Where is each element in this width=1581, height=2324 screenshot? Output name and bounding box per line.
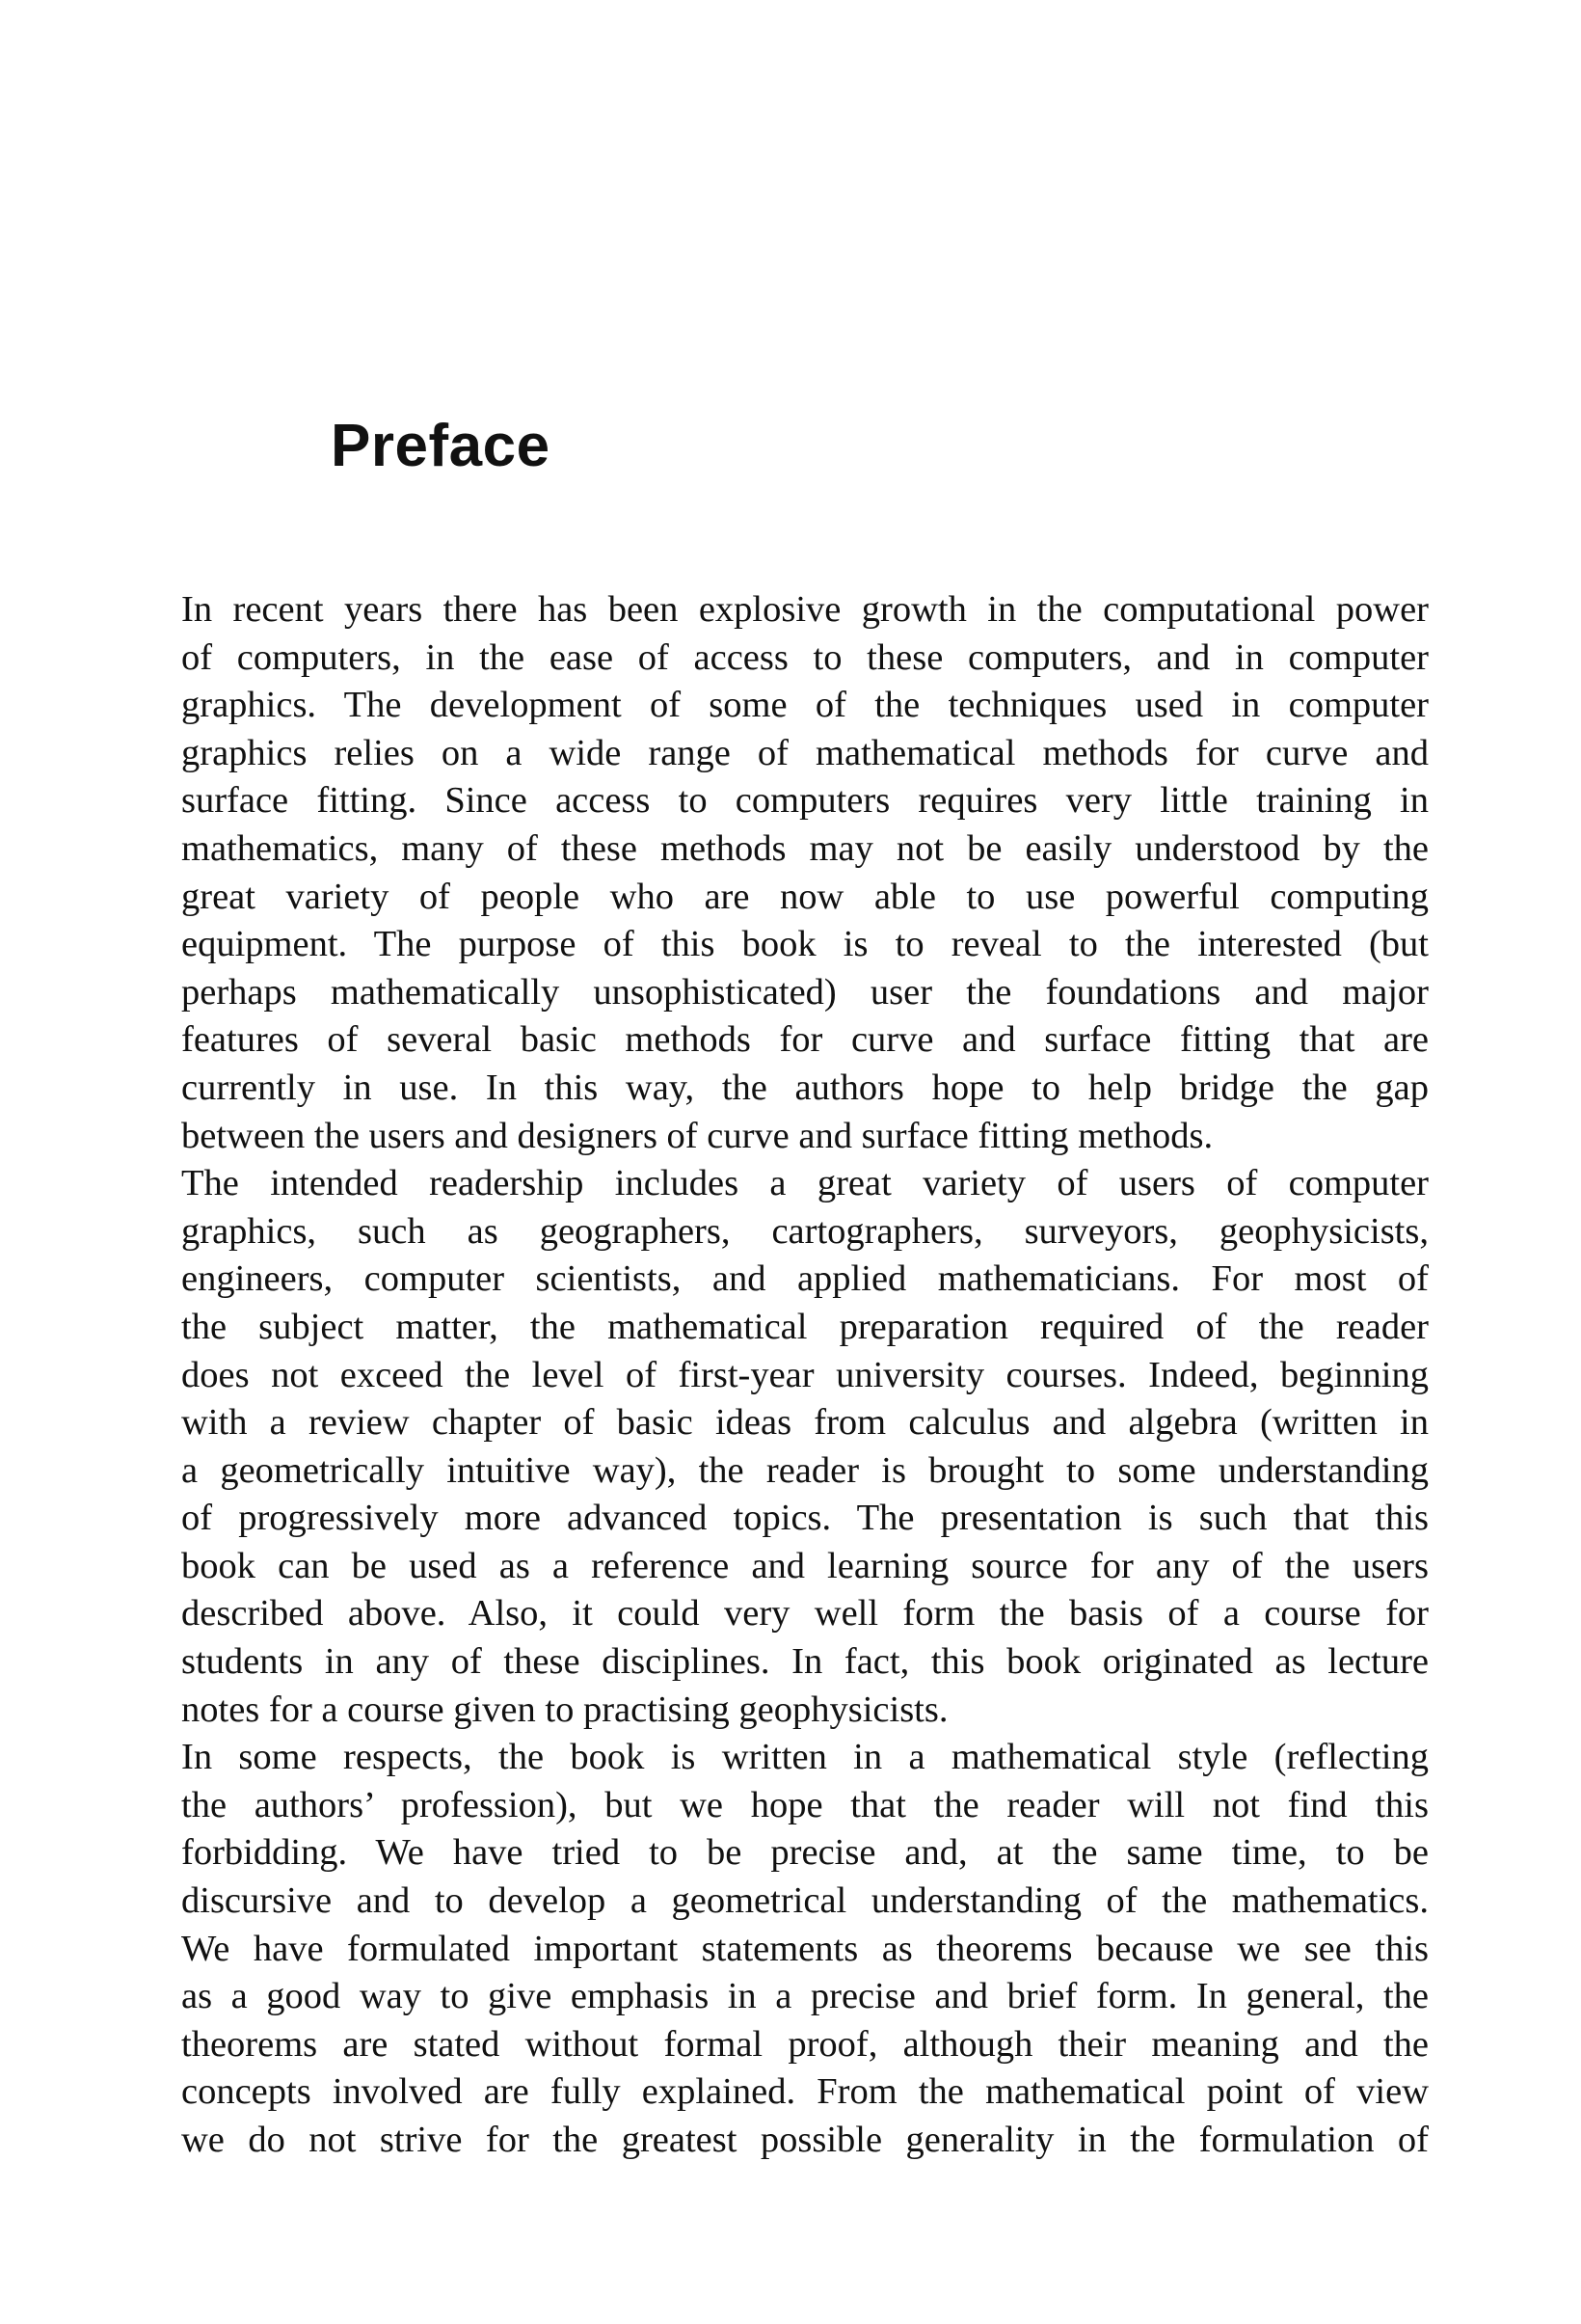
text-line: We have formulated important statements as theorems because we see this bbox=[181, 1928, 1429, 1969]
text-line: we do not strive for the greatest possible generality in the formulation of bbox=[181, 2120, 1429, 2160]
preface-body bbox=[181, 586, 1429, 2165]
text-line: equipment. The purpose of this book is to reveal to the interested (but bbox=[181, 924, 1429, 965]
text-line: theorems are stated without formal proof, although their meaning and the bbox=[181, 2023, 1429, 2065]
text-line: book can be used as a reference and learning source for any of the users bbox=[181, 1545, 1429, 1586]
text-line: a geometrically intuitive way), the reader is brought to some understanding bbox=[181, 1449, 1429, 1491]
page-title: Preface bbox=[331, 413, 550, 479]
text-line: perhaps mathematically unsophisticated) user the foundations and major bbox=[181, 971, 1429, 1013]
text-line: features of several basic methods for curve and surface fitting that are bbox=[181, 1019, 1429, 1061]
text-line: forbidding. We have tried to be precise and, at the same time, to be bbox=[181, 1832, 1429, 1874]
text-line: students in any of these disciplines. In fact, this book originated as lecture bbox=[181, 1641, 1429, 1683]
paragraph-1 bbox=[181, 586, 1429, 1160]
text-line: engineers, computer scientists, and applied mathematicians. For most of bbox=[181, 1258, 1429, 1300]
text-line: described above. Also, it could very well form the basis of a course for bbox=[181, 1593, 1429, 1635]
text-line: In recent years there has been explosive growth in the computational power bbox=[181, 589, 1429, 630]
text-line: the authors’ profession), but we hope that the reader will not find this bbox=[181, 1784, 1429, 1825]
text-line: graphics. The development of some of the techniques used in computer bbox=[181, 685, 1429, 726]
paragraph-3 bbox=[181, 1734, 1429, 2164]
text-line: with a review chapter of basic ideas from calculus and algebra (written in bbox=[181, 1402, 1429, 1444]
text-line: currently in use. In this way, the authors hope to help bridge the gap bbox=[181, 1067, 1429, 1108]
text-line: In some respects, the book is written in a mathematical style (reflecting bbox=[181, 1737, 1429, 1778]
text-line: The intended readership includes a great variety of users of computer bbox=[181, 1163, 1429, 1204]
text-line: of progressively more advanced topics. The presentation is such that this bbox=[181, 1498, 1429, 1539]
text-line: between the users and designers of curve and surface fitting methods. bbox=[181, 1115, 1214, 1156]
text-line: as a good way to give emphasis in a precise and brief form. In general, the bbox=[181, 1976, 1429, 2017]
text-line: notes for a course given to practising geophysicists. bbox=[181, 1689, 949, 1730]
text-line: surface fitting. Since access to computers requires very little training in bbox=[181, 780, 1429, 822]
text-line: graphics relies on a wide range of mathematical methods for curve and bbox=[181, 732, 1429, 773]
text-line: does not exceed the level of first-year university courses. Indeed, beginning bbox=[181, 1354, 1429, 1395]
text-line: great variety of people who are now able to use powerful computing bbox=[181, 876, 1429, 917]
text-line: of computers, in the ease of access to these computers, and in computer bbox=[181, 636, 1429, 678]
text-line: the subject matter, the mathematical preparation required of the reader bbox=[181, 1306, 1429, 1347]
text-line: concepts involved are fully explained. From the mathematical point of view bbox=[181, 2071, 1429, 2113]
text-line: graphics, such as geographers, cartographers, surveyors, geophysicists, bbox=[181, 1210, 1429, 1252]
paragraph-2 bbox=[181, 1160, 1429, 1734]
text-line: mathematics, many of these methods may not be easily understood by the bbox=[181, 827, 1429, 869]
text-line: discursive and to develop a geometrical understanding of the mathematics. bbox=[181, 1880, 1429, 1922]
